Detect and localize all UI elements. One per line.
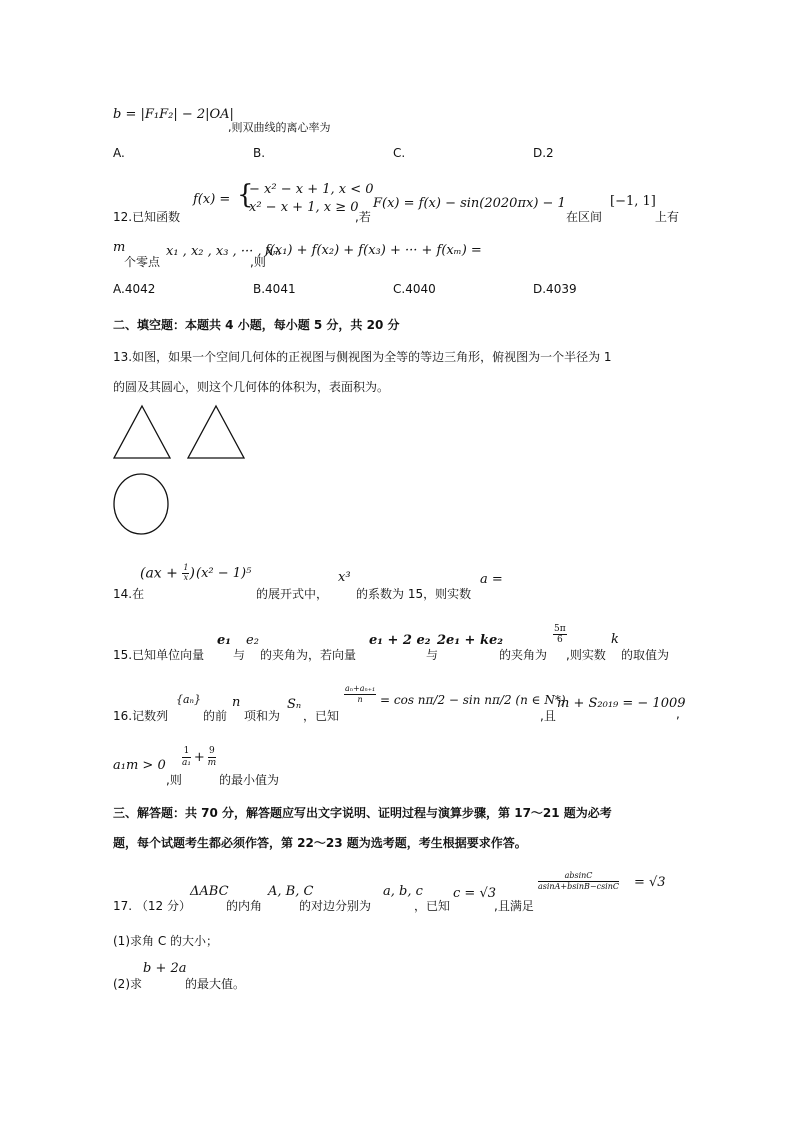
q17-part-2-a: (2)求 xyxy=(113,977,142,991)
q17-condition-fraction: absinC asinA+bsinB−csinC xyxy=(538,871,620,892)
q14-factor-1: (ax + $\frac{1}{x}$ ) xyxy=(140,563,195,582)
q15-range-2: 的取值为 xyxy=(621,648,670,662)
q16-condition-3: a₁m > 0 xyxy=(113,758,166,773)
q11-option-b: B. xyxy=(253,146,266,160)
q17-angles: A, B, C xyxy=(268,884,314,899)
q15-vector-2: 2e₁ + ke₂ xyxy=(437,633,503,648)
q16-target-expression: $\frac{1}{\text{a₁}}$ + $\frac{9}{m}$ xyxy=(182,746,217,768)
q17-condition-rhs: = √3 xyxy=(634,875,666,890)
q13-line-2: 的圆及其圆心，则这个几何体的体积为，表面积为。 xyxy=(113,380,390,394)
q15-angle-text: 的夹角为，若向量 xyxy=(260,648,357,662)
q17-sides: a, b, c xyxy=(383,884,423,899)
q14-x-cubed: x³ xyxy=(338,570,351,585)
q16-ze: ,则 xyxy=(166,773,182,787)
q16-n: n xyxy=(232,695,241,710)
q16-yizhi: ，已知 xyxy=(303,709,340,723)
q13-line-1: 13.如图，如果一个空间几何体的正视图与侧视图为全等的等边三角形，俯视图为一个半径为 1 xyxy=(113,350,612,364)
q16-label: 16.记数列 xyxy=(113,709,169,723)
q17-c-value: c = √3 xyxy=(453,886,496,901)
q17-triangle: ΔABC xyxy=(190,884,229,899)
q11-condition-formula: b = |F₁F₂| − 2|OA| xyxy=(113,107,234,122)
q15-e1: e₁ xyxy=(217,633,231,648)
q14-label: 14.在 xyxy=(113,587,145,601)
q15-label: 15.已知单位向量 xyxy=(113,648,205,662)
q14-expand: 的展开式中， xyxy=(256,587,329,601)
q12-case-2: x² − x + 1, x ≥ 0 xyxy=(249,200,359,215)
q16-qian: 的前 xyxy=(203,709,228,723)
section-2-heading: 二、填空题：本题共 4 小题，每小题 5 分，共 20 分 xyxy=(113,318,400,332)
q16-Sn: Sₙ xyxy=(287,697,302,712)
q12-ze: ,则 xyxy=(250,255,266,269)
q15-yu: 与 xyxy=(233,648,246,662)
q17-part-2-expression: b + 2a xyxy=(143,961,187,976)
q12-shang: 上有 xyxy=(655,210,680,224)
q15-range: ,则实数 xyxy=(566,648,606,662)
q16-condition-fraction: aₙ+aₙ₊₁ n xyxy=(345,684,376,704)
q15-angle-text-2: 的夹角为 xyxy=(499,648,548,662)
q15-k: k xyxy=(611,632,619,647)
q12-m: m xyxy=(113,240,126,255)
q17-qie: ,且满足 xyxy=(494,899,534,913)
q14-a: a = xyxy=(480,572,503,587)
q11-option-d: D.2 xyxy=(533,146,554,160)
q16-condition: = cos nπ/2 − sin nπ/2 (n ∈ N*) xyxy=(380,693,566,707)
q12-option-d: D.4039 xyxy=(533,282,577,296)
q12-zero-list: x₁ , x₂ , x₃ , ··· , xₘ xyxy=(166,244,281,259)
q11-condition-text: ,则双曲线的离心率为 xyxy=(228,121,331,134)
q11-option-a: A. xyxy=(113,146,125,160)
q15-e2: e₂ xyxy=(246,633,259,648)
q16-qie: ,且 xyxy=(540,709,556,723)
q17-yizhi: ，已知 xyxy=(414,899,451,913)
q15-yu-2: 与 xyxy=(426,648,439,662)
q16-comma: , xyxy=(676,707,680,721)
top-view-circle xyxy=(112,471,174,537)
q14-factor-2: (x² − 1)⁵ xyxy=(196,566,252,581)
q12-option-a: A.4042 xyxy=(113,282,156,296)
q17-label: 17. （12 分） xyxy=(113,899,191,913)
q12-brace: { xyxy=(237,180,254,210)
q12-f-definition: f(x) = xyxy=(193,192,231,207)
q17-part-1: (1)求角 C 的大小； xyxy=(113,934,219,948)
section-3-heading-line-1: 三、解答题：共 70 分，解答题应写出文字说明、证明过程与演算步骤，第 17～21 题为必考 xyxy=(113,806,612,820)
q12-F-definition: F(x) = f(x) − sin(2020πx) − 1 xyxy=(373,196,566,211)
front-view-triangle xyxy=(112,402,174,462)
q11-option-c: C. xyxy=(393,146,406,160)
q12-ruo: ,若 xyxy=(355,210,371,224)
q15-vector-1: e₁ + 2 e₂ xyxy=(369,633,431,648)
q14-coef: 的系数为 15，则实数 xyxy=(356,587,472,601)
q16-condition-2: m + S₂₀₁₉ = − 1009 xyxy=(557,696,686,711)
q12-zai: 在区间 xyxy=(566,210,603,224)
q16-xiang: 项和为 xyxy=(244,709,281,723)
q12-case-1: − x² − x + 1, x < 0 xyxy=(249,182,374,197)
q17-dui: 的对边分别为 xyxy=(299,899,372,913)
q12-sum: f(x₁) + f(x₂) + f(x₃) + ··· + f(xₘ) = xyxy=(265,243,482,258)
q12-zeros: 个零点 xyxy=(124,255,161,269)
side-view-triangle xyxy=(186,402,248,462)
q17-nei: 的内角 xyxy=(226,899,263,913)
q17-part-2-b: 的最大值。 xyxy=(185,977,246,991)
q16-sequence: {aₙ} xyxy=(176,693,202,706)
q12-option-c: C.4040 xyxy=(393,282,436,296)
section-3-heading-line-2: 题，每个试题考生都必须作答，第 22～23 题为选考题，考生根据要求作答。 xyxy=(113,836,527,850)
q12-option-b: B.4041 xyxy=(253,282,296,296)
q12-label: 12.已知函数 xyxy=(113,210,181,224)
q15-angle-fraction: 5π 6 xyxy=(554,624,566,646)
q12-interval: [−1, 1] xyxy=(610,194,656,209)
q16-min: 的最小值为 xyxy=(219,773,280,787)
